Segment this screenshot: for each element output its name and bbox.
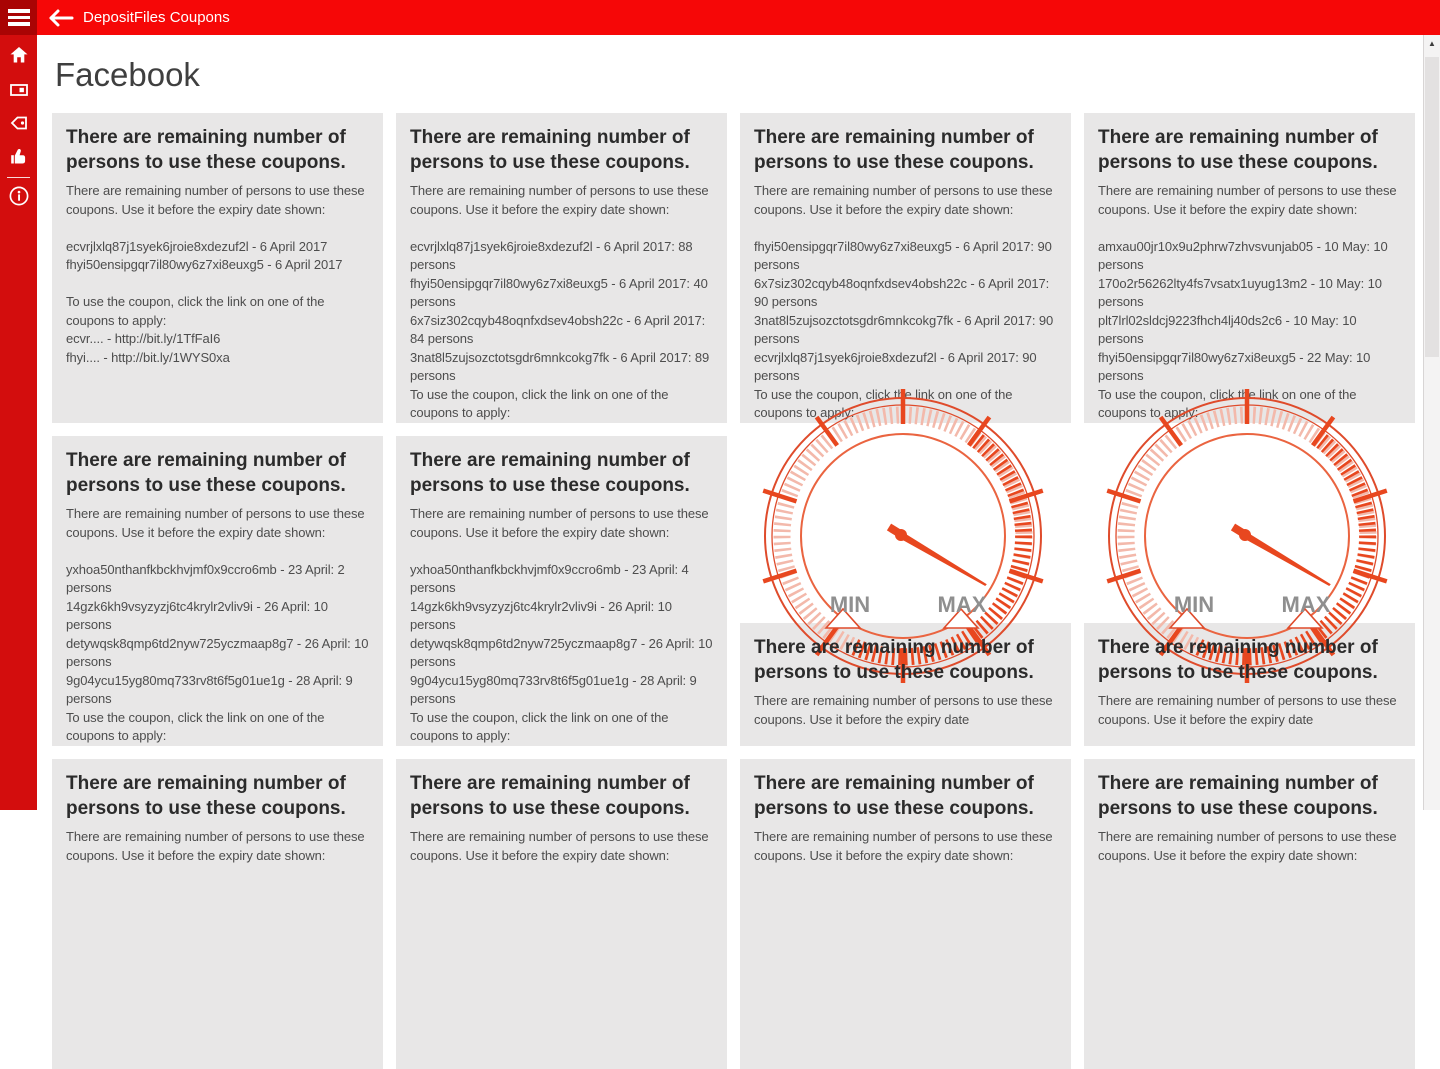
- page-title: Facebook: [55, 56, 200, 93]
- card-body-line: There are remaining number of persons to use these coupons. Use it before the expiry date shown:: [66, 183, 365, 217]
- card-body-line: 3nat8l5zujsozctotsgdr6mnkcokg7fk - 6 April 2017: 90 persons: [754, 312, 1054, 346]
- card-text-area: [740, 623, 1071, 739]
- coupon-card[interactable]: [1084, 113, 1415, 423]
- hamburger-icon: [8, 22, 30, 26]
- card-body-line: 6x7siz302cqyb48oqnfxdsev4obsh22c - 6 April 2017: 84 persons: [410, 312, 706, 346]
- card-title: There are remaining number of persons to use these coupons.: [410, 127, 690, 173]
- card-body-line: 170o2r56262lty4fs7vsatx1uyug13m2 - 10 May: 10 persons: [1098, 275, 1382, 309]
- blank-line: [410, 542, 713, 561]
- blank-line: [66, 542, 369, 561]
- blank-line: [66, 275, 369, 294]
- blank-line: [754, 219, 1057, 238]
- sidebar-item-tags[interactable]: [0, 113, 37, 137]
- navigation-sidebar: [0, 35, 37, 810]
- home-icon: [9, 45, 29, 70]
- coupon-card[interactable]: [52, 113, 383, 423]
- sidebar-item-coupons[interactable]: [0, 80, 37, 104]
- card-body-line: amxau00jr10x9u2phrw7zhvsvunjab05 - 10 May: 10 persons: [1098, 238, 1388, 272]
- card-text-area: [1084, 623, 1415, 739]
- svg-text:MIN: MIN: [1173, 592, 1215, 617]
- thumbs-up-icon: [8, 146, 29, 172]
- card-body-line: yxhoa50nthanfkbckhvjmf0x9ccro6mb - 23 April: 2 persons: [66, 561, 345, 595]
- tag-icon: [9, 113, 29, 138]
- card-body-line: There are remaining number of persons to use these coupons. Use it before the expiry date shown:: [410, 506, 709, 540]
- card-body-line: There are remaining number of persons to use these coupons. Use it before the expiry date shown:: [754, 829, 1053, 863]
- card-body-line: fhyi.... - http://bit.ly/1WYS0xa: [66, 349, 230, 365]
- card-body-line: To use the coupon, click the link on one of the coupons to apply:: [410, 709, 669, 743]
- sidebar-item-home[interactable]: [0, 45, 37, 69]
- card-body-line: There are remaining number of persons to use these coupons. Use it before the expiry date shown:: [1098, 829, 1397, 863]
- card-body-line: detywqsk8qmp6td2nyw725yczmaap8g7 - 26 April: 10 persons: [66, 635, 369, 669]
- card-title: There are remaining number of persons to use these coupons.: [1098, 127, 1378, 173]
- blank-line: [66, 219, 369, 238]
- card-title: There are remaining number of persons to use these coupons.: [410, 450, 690, 496]
- coupon-card[interactable]: [52, 759, 383, 1069]
- hamburger-icon: [8, 9, 30, 13]
- back-arrow-icon: [48, 8, 74, 28]
- card-body-line: There are remaining number of persons to use these coupons. Use it before the expiry date: [754, 693, 1053, 727]
- card-body-line: There are remaining number of persons to use these coupons. Use it before the expiry date shown:: [754, 183, 1053, 217]
- vertical-scrollbar[interactable]: [1423, 35, 1440, 810]
- gauge-min-max-image: [1084, 436, 1415, 623]
- gauge-min-max-image: [740, 436, 1071, 623]
- coupon-card[interactable]: [1084, 759, 1415, 1069]
- card-body-line: There are remaining number of persons to use these coupons. Use it before the expiry date: [1098, 693, 1397, 727]
- app-title: DepositFiles Coupons: [83, 9, 230, 26]
- scrollbar-thumb[interactable]: [1425, 57, 1439, 357]
- card-body-line: There are remaining number of persons to use these coupons. Use it before the expiry date shown:: [410, 829, 709, 863]
- card-body-line: To use the coupon, click the link on one of the coupons to apply:: [1098, 386, 1357, 420]
- card-title: There are remaining number of persons to use these coupons.: [1098, 773, 1378, 819]
- card-body-line: fhyi50ensipgqr7il80wy6z7xi8euxg5 - 6 April 2017: [66, 257, 343, 272]
- sidebar-item-likes[interactable]: [0, 147, 37, 171]
- coupon-card[interactable]: [52, 436, 383, 746]
- top-app-bar: [0, 0, 1440, 35]
- card-body-line: fhyi50ensipgqr7il80wy6z7xi8euxg5 - 22 May: 10 persons: [1098, 349, 1371, 383]
- coupon-card[interactable]: [740, 436, 1071, 746]
- back-button[interactable]: [44, 0, 78, 35]
- card-body-line: fhyi50ensipgqr7il80wy6z7xi8euxg5 - 6 April 2017: 40 persons: [410, 275, 708, 309]
- coupon-card[interactable]: [1084, 436, 1415, 746]
- card-body-line: yxhoa50nthanfkbckhvjmf0x9ccro6mb - 23 April: 4 persons: [410, 561, 689, 595]
- main-content: [37, 35, 1424, 863]
- card-body-line: plt7lrl02sldcj9223fhch4lj40ds2c6 - 10 May: 10 persons: [1098, 312, 1357, 346]
- card-body-line: detywqsk8qmp6td2nyw725yczmaap8g7 - 26 April: 10 persons: [410, 635, 713, 669]
- blank-line: [1098, 219, 1401, 238]
- svg-text:MIN: MIN: [829, 592, 871, 617]
- coupon-card[interactable]: [396, 436, 727, 746]
- coupon-card[interactable]: [396, 113, 727, 423]
- card-title: There are remaining number of persons to use these coupons.: [754, 773, 1034, 819]
- card-title: There are remaining number of persons to use these coupons.: [1098, 637, 1378, 683]
- card-title: There are remaining number of persons to use these coupons.: [66, 773, 346, 819]
- card-body-line: fhyi50ensipgqr7il80wy6z7xi8euxg5 - 6 April 2017: 90 persons: [754, 238, 1052, 272]
- card-body-line: ecvrjlxlq87j1syek6jroie8xdezuf2l - 6 April 2017: 90 persons: [754, 349, 1037, 383]
- card-body-line: To use the coupon, click the link on one of the coupons to apply:: [410, 386, 669, 420]
- hamburger-menu-button[interactable]: [0, 0, 37, 35]
- sidebar-divider: [7, 177, 30, 178]
- card-body-line: ecvrjlxlq87j1syek6jroie8xdezuf2l - 6 April 2017: 88 persons: [410, 238, 693, 272]
- coupon-card-grid: [52, 113, 1424, 1069]
- scroll-up-arrow-icon[interactable]: ▲: [1428, 39, 1436, 48]
- coupon-card[interactable]: [740, 113, 1071, 423]
- coupon-card[interactable]: [740, 759, 1071, 1069]
- card-title: There are remaining number of persons to use these coupons.: [66, 127, 346, 173]
- hamburger-icon: [8, 16, 30, 20]
- card-body-line: 6x7siz302cqyb48oqnfxdsev4obsh22c - 6 April 2017: 90 persons: [754, 275, 1050, 309]
- card-body-line: 3nat8l5zujsozctotsgdr6mnkcokg7fk - 6 April 2017: 89 persons: [410, 349, 710, 383]
- card-body-line: To use the coupon, click the link on one of the coupons to apply:: [66, 709, 325, 743]
- card-body-line: There are remaining number of persons to use these coupons. Use it before the expiry date shown:: [410, 183, 709, 217]
- card-body-line: To use the coupon, click the link on one of the coupons to apply:: [754, 386, 1013, 420]
- card-body-line: 9g04ycu15yg80mq733rv8t6f5g01ue1g - 28 April: 9 persons: [410, 672, 697, 706]
- card-title: There are remaining number of persons to use these coupons.: [66, 450, 346, 496]
- card-body-line: To use the coupon, click the link on one of the coupons to apply:: [66, 294, 325, 328]
- card-body-line: ecvrjlxlq87j1syek6jroie8xdezuf2l - 6 April 2017: [66, 238, 328, 254]
- card-body-line: ecvr.... - http://bit.ly/1TfFaI6: [66, 331, 221, 346]
- svg-text:MAX: MAX: [937, 592, 987, 617]
- card-body-line: There are remaining number of persons to use these coupons. Use it before the expiry date shown:: [1098, 183, 1397, 217]
- coupon-icon: [9, 80, 29, 105]
- card-body-line: There are remaining number of persons to use these coupons. Use it before the expiry date shown:: [66, 506, 365, 540]
- svg-text:MAX: MAX: [1281, 592, 1331, 617]
- coupon-card[interactable]: [396, 759, 727, 1069]
- card-body-line: 9g04ycu15yg80mq733rv8t6f5g01ue1g - 28 April: 9 persons: [66, 672, 353, 706]
- card-title: There are remaining number of persons to use these coupons.: [754, 127, 1034, 173]
- card-body-line: There are remaining number of persons to use these coupons. Use it before the expiry date shown:: [66, 829, 365, 863]
- info-icon: [8, 185, 30, 212]
- card-title: There are remaining number of persons to use these coupons.: [754, 637, 1034, 683]
- card-body-line: 14gzk6kh9vsyzyzj6tc4krylr2vliv9i - 26 April: 10 persons: [66, 598, 328, 632]
- blank-line: [410, 219, 713, 238]
- sidebar-item-about[interactable]: [0, 186, 37, 210]
- card-body-line: 14gzk6kh9vsyzyzj6tc4krylr2vliv9i - 26 April: 10 persons: [410, 598, 672, 632]
- card-title: There are remaining number of persons to use these coupons.: [410, 773, 690, 819]
